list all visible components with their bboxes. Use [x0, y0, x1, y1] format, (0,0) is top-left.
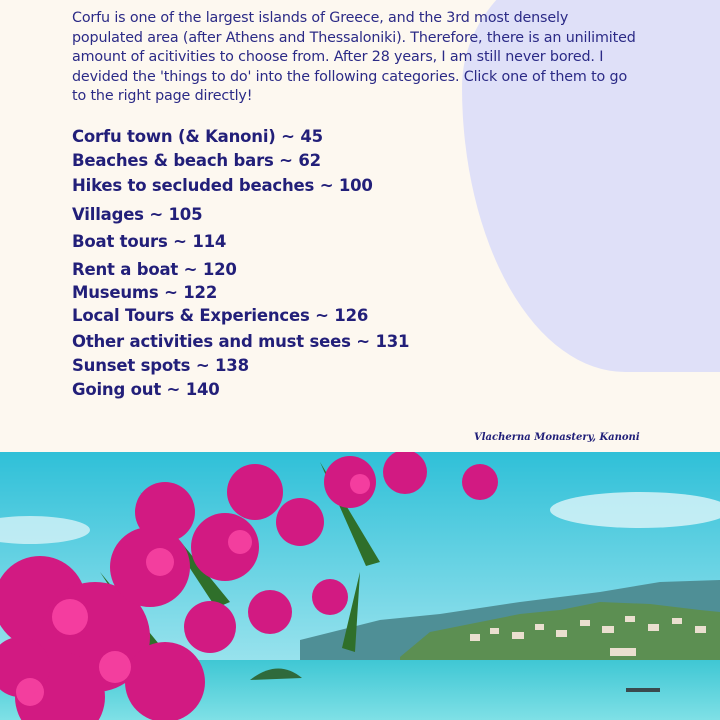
photo-caption: Vlacherna Monastery, Kanoni	[474, 432, 640, 443]
toc-link-sunset-spots[interactable]: Sunset spots ~ 138	[72, 356, 249, 375]
toc-link-corfu-town[interactable]: Corfu town (& Kanoni) ~ 45	[72, 127, 323, 146]
toc-link-rent-a-boat[interactable]: Rent a boat ~ 120	[72, 260, 237, 279]
toc-link-boat-tours[interactable]: Boat tours ~ 114	[72, 232, 227, 251]
toc-link-other-activities[interactable]: Other activities and must sees ~ 131	[72, 332, 410, 351]
toc-link-museums[interactable]: Museums ~ 122	[72, 283, 218, 302]
toc-link-going-out[interactable]: Going out ~ 140	[72, 380, 220, 399]
photo-vlacherna-monastery	[0, 452, 720, 720]
bougainvillea-sea-illustration	[0, 452, 720, 720]
toc-link-villages[interactable]: Villages ~ 105	[72, 205, 203, 224]
toc-link-beaches[interactable]: Beaches & beach bars ~ 62	[72, 151, 321, 170]
intro-paragraph: Corfu is one of the largest islands of Greece, and the 3rd most densely populated area (after Athens and Thessaloniki). Therefore, there is an unilimited amount of acitivities to choose from. After 28 years, I am still never bored. I devided the 'things to do' into the following categories. Click one of them to go to the right page directly!	[72, 10, 636, 105]
toc-link-local-tours[interactable]: Local Tours & Experiences ~ 126	[72, 306, 369, 325]
toc-link-hikes[interactable]: Hikes to secluded beaches ~ 100	[72, 176, 373, 195]
